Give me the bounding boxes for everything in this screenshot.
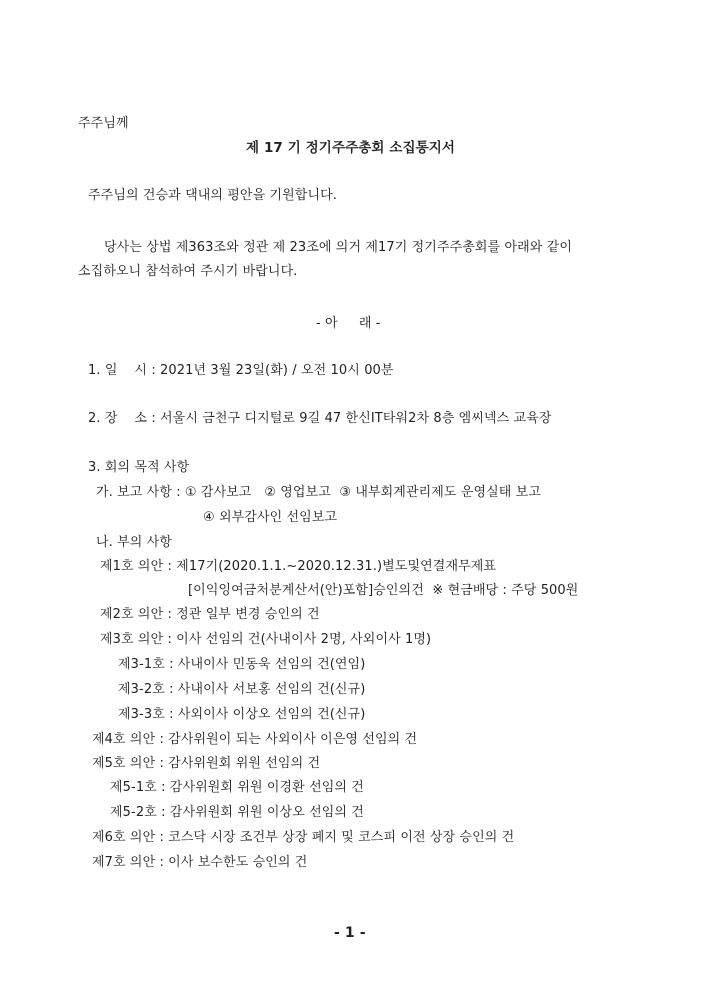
agenda-6: 제6호 의안 : 코스닥 시장 조건부 상장 폐지 및 코스피 이전 상장 승인의 건 <box>92 830 515 845</box>
page-number: - 1 - <box>334 925 366 941</box>
below-marker: - 아 래 - <box>316 316 381 331</box>
agenda-3-1: 제3-1호 : 사내이사 민동욱 선임의 건(연임) <box>118 657 366 672</box>
intro-line-1: 당사는 상법 제363조와 정관 제 23조에 의거 제17기 정기주주총회를 아래와 같이 <box>104 240 573 255</box>
greeting: 주주님의 건승과 댁내의 평안을 기원합니다. <box>88 188 338 203</box>
agenda-5-2: 제5-2호 : 감사위원회 위원 이상오 선임의 건 <box>110 805 364 820</box>
agenda-1-line-1: 제1호 의안 : 제17기(2020.1.1.~2020.12.31.)별도및연결재무제표 <box>100 559 497 574</box>
item-datetime: 1. 일 시 : 2021년 3월 23일(화) / 오전 10시 00분 <box>88 363 394 378</box>
report-items-line-1: 가. 보고 사항 : ① 감사보고 ② 영업보고 ③ 내부회계관리제도 운영실태 보고 <box>96 485 541 500</box>
agenda-5: 제5호 의안 : 감사위원회 위원 선임의 건 <box>92 756 321 771</box>
agenda-4: 제4호 의안 : 감사위원이 되는 사외이사 이은영 선임의 건 <box>92 732 418 747</box>
item-agenda-heading: 3. 회의 목적 사항 <box>88 460 190 475</box>
agenda-2: 제2호 의안 : 정관 일부 변경 승인의 건 <box>100 607 320 622</box>
agenda-1-line-2: [이익잉여금처분계산서(안)포함]승인의건 ※ 현금배당 : 주당 500원 <box>188 583 579 598</box>
document-title: 제 17 기 정기주주총회 소집통지서 <box>246 140 456 156</box>
agenda-3-3: 제3-3호 : 사외이사 이상오 선임의 건(신규) <box>118 707 366 722</box>
agenda-5-1: 제5-1호 : 감사위원회 위원 이경환 선임의 건 <box>110 780 364 795</box>
agenda-3-2: 제3-2호 : 사내이사 서보홍 선임의 건(신규) <box>118 682 366 697</box>
agenda-3: 제3호 의안 : 이사 선임의 건(사내이사 2명, 사외이사 1명) <box>100 632 432 647</box>
item-location: 2. 장 소 : 서울시 금천구 디지털로 9길 47 한신IT타워2차 8층 엠씨넥스 교육장 <box>88 411 552 426</box>
report-items-line-2: ④ 외부감사인 선임보고 <box>203 510 338 525</box>
agenda-7: 제7호 의안 : 이사 보수한도 승인의 건 <box>92 855 308 870</box>
salutation: 주주님께 <box>78 116 129 131</box>
intro-line-2: 소집하오니 참석하여 주시기 바랍니다. <box>78 264 298 279</box>
resolution-heading: 나. 부의 사항 <box>96 535 172 550</box>
